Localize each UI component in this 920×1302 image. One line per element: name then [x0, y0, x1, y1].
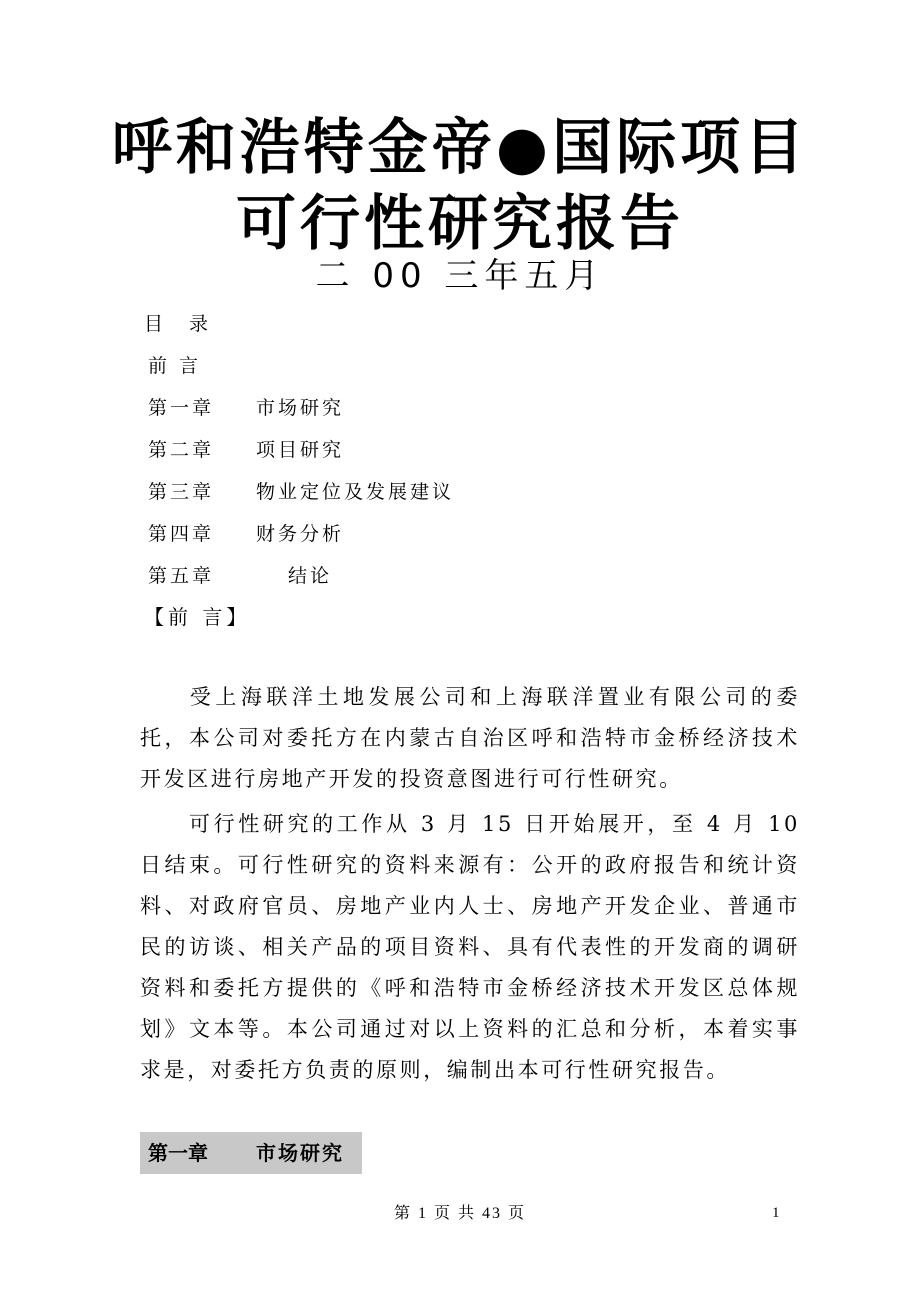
- page-footer: 第 1 页 共 43 页: [393, 1205, 526, 1222]
- paragraph-text: 受上海联洋土地发展公司和上海联洋置业有限公司的委托，本公司对委托方在内蒙古自治区呼和浩特市金桥经济技术开发区进行房地产开发的投资意图进行可行性研究。: [140, 685, 800, 791]
- chapter-number: 第一章: [148, 1141, 208, 1165]
- toc-item-chapter4: [148, 520, 648, 562]
- report-title-line2: 可行性研究报告: [236, 189, 684, 259]
- toc-heading: 目 录: [144, 313, 219, 335]
- toc-item-chapter: 第三章: [148, 481, 215, 503]
- toc-item-chapter1: [148, 394, 648, 436]
- toc-item-chapter: 第五章: [148, 565, 215, 587]
- toc-item-chapter2: [148, 436, 648, 478]
- toc-item-preface: [148, 352, 648, 394]
- chapter-heading: [140, 1132, 362, 1174]
- preface-paragraph-2: [140, 804, 800, 1091]
- toc-item-title: 物业定位及发展建议: [256, 481, 455, 503]
- toc-item-title: 市场研究: [256, 397, 345, 419]
- toc-item-chapter: 第二章: [148, 439, 215, 461]
- toc-item-chapter: 前 言: [148, 355, 202, 377]
- preface-paragraph-1: [140, 677, 800, 800]
- toc-item-chapter: 第四章: [148, 523, 215, 545]
- toc-item-title: 项目研究: [256, 439, 345, 461]
- chapter-title: 市场研究: [256, 1141, 344, 1165]
- page-number: 1: [772, 1205, 780, 1221]
- report-date: 二 00 三年五月: [315, 256, 605, 296]
- toc-item-chapter: 第一章: [148, 397, 215, 419]
- toc-item-title: 财务分析: [256, 523, 345, 545]
- toc-item-chapter3: [148, 478, 648, 520]
- toc-item-title: 结论: [288, 565, 333, 587]
- report-title-line1: 呼和浩特金帝●国际项目: [111, 113, 809, 183]
- preface-heading: 【前 言】: [144, 605, 251, 629]
- table-of-contents: [148, 352, 648, 604]
- paragraph-text: 可行性研究的工作从 3 月 15 日开始展开，至 4 月 10 日结束。可行性研究的资料来源有：公开的政府报告和统计资料、对政府官员、房地产业内人士、房地产开发企业、普通市民的访谈、相关产品的项目资料、具有代表性的开发商的调研资料和委托方提供的《呼和浩特市金桥经济技术开发区总体规划》文本等。本公司通过对以上资料的汇总和分析，本着实事求是，对委托方负责的原则，编制出本可行性研究报告。: [140, 812, 800, 1082]
- toc-item-chapter5: [148, 562, 648, 604]
